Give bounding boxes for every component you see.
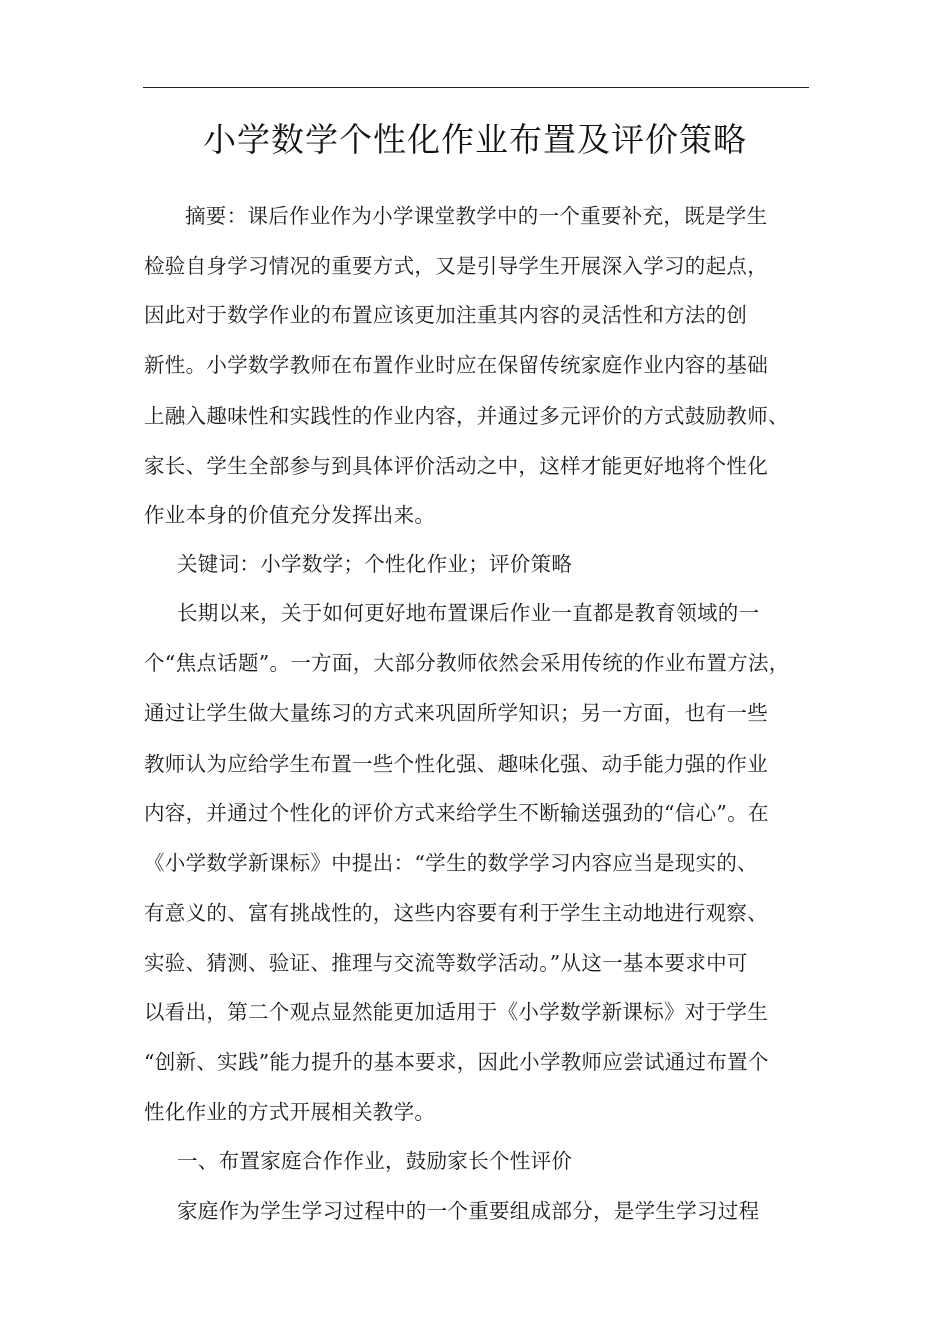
document-page: 小学数学个性化作业布置及评价策略 摘要：课后作业作为小学课堂教学中的一个重要补充，既是学生 检验自身学习情况的重要方式，又是引导学生开展深入学习的起点， 因此对于数学作业的布置应该更加注重其内容的灵活性和方法的创 新性。小学数学教师在布置作业时应在保留传统家庭作业内容的基础 上融入趣味性和实践性的作业内容，并通过多元评价的方式鼓励教师、 家长、学生全部参与到具体评价活动之中，这样才能更好地将个性化 作业本身的价值充分发挥出来。 关键词：小学数学；个性化作业；评价策略 长期以来，关于如何更好地布置课后作业一直都是教育领域的一 个“焦点话题”。一方面，大部分教师依然会采用传统的作业布置方法， 通过让学生做大量练习的方式来巩固所学知识；另一方面，也有一些 教师认为应给学生布置一些个性化强、趣味化强、动手能力强的作业 内容，并通过个性化的评价方式来给学生不断输送强劲的“信心”。在 《小学数学新课标》中提出：“学生的数学学习内容应当是现实的、 有意义的、富有挑战性的，这些内容要有利于学生主动地进行观察、 实验、猜测、验证、推理与交流等数学活动。”从这一基本要求中可 以看出，第二个观点显然能更加适用于《小学数学新课标》对于学生 “创新、实践”能力提升的基本要求，因此小学教师应尝试通过布置个 性化作业的方式开展相关教学。 一、布置家庭合作作业，鼓励家长个性评价 家庭作为学生学习过程中的一个重要组成部分，是学生学习过程 — [0, 0, 950, 1344]
page-title: 小学数学个性化作业布置及评价策略 — [203, 120, 747, 159]
header-rule — [143, 87, 809, 88]
